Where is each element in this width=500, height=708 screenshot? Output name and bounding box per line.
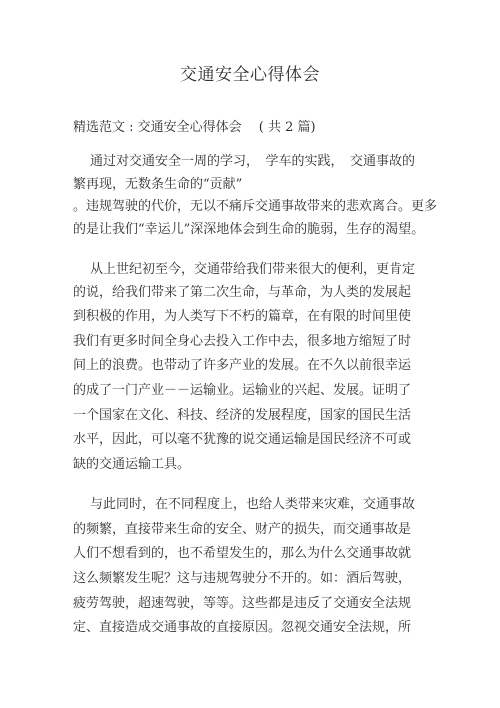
paragraph-3-line-1: 与此同时，在不同程度上，也给人类带来灾难，交通事故: [90, 497, 416, 512]
paragraph-2-line-8: 水平，因此，可以毫不犹豫的说交通运输是国民经济不可或: [73, 432, 412, 447]
paragraph-1-line-3: 。违规驾驶的代价，无以不痛斥交通事故带来的悲欢离合。更多: [73, 199, 438, 214]
paragraph-2-line-1: 从上世纪初至今，交通带给我们带来很大的便利，更肯定: [90, 262, 416, 277]
paragraph-2-line-5: 间上的浪费。也带动了许多产业的发展。在不久以前很幸运: [73, 358, 412, 373]
paragraph-2-line-9: 缺的交通运输工具。: [73, 457, 191, 472]
paragraph-3-line-4: 这么频繁发生呢？这与违规驾驶分不开的。如：酒后驾驶，: [73, 571, 412, 586]
paragraph-1-line-1: 通过对交通安全一周的学习， 学车的实践， 交通事故的: [90, 154, 416, 169]
paragraph-2-line-2: 的说，给我们带来了第二次生命，与革命，为人类的发展起: [73, 285, 412, 300]
paragraph-2-line-4: 我们有更多时间全身心去投入工作中去，很多地方缩短了时: [73, 334, 412, 349]
paragraph-3-line-6: 定、直接造成交通事故的直接原因。忽视交通安全法规，所: [73, 620, 412, 635]
paragraph-1-line-4: 的是让我们“幸运儿”深深地体会到生命的脆弱，生存的渴望。: [73, 222, 425, 237]
paragraph-2-line-6: 的成了一门产业－－运输业。运输业的兴起、发展。证明了: [73, 383, 412, 398]
document-title: 交通安全心得体会: [180, 65, 320, 85]
paragraph-2-line-3: 到积极的作用，为人类写下不朽的篇章，在有限的时间里使: [73, 309, 412, 324]
paragraph-2-line-7: 一个国家在文化、科技、经济的发展程度，国家的国民生活: [73, 408, 412, 423]
paragraph-3-line-2: 的频繁，直接带来生命的安全、财产的损失，而交通事故是: [73, 522, 412, 537]
paragraph-1-line-2: 繁再现，无数条生命的“贡献”: [73, 177, 243, 192]
paragraph-3-line-3: 人们不想看到的，也不希望发生的，那么为什么交通事故就: [73, 546, 412, 561]
paragraph-3-line-5: 疲劳驾驶，超速驾驶，等等。这些都是违反了交通安全法规: [73, 596, 412, 611]
document-subtitle: 精选范文 : 交通安全心得体会 ( 共 2 篇): [73, 120, 316, 135]
